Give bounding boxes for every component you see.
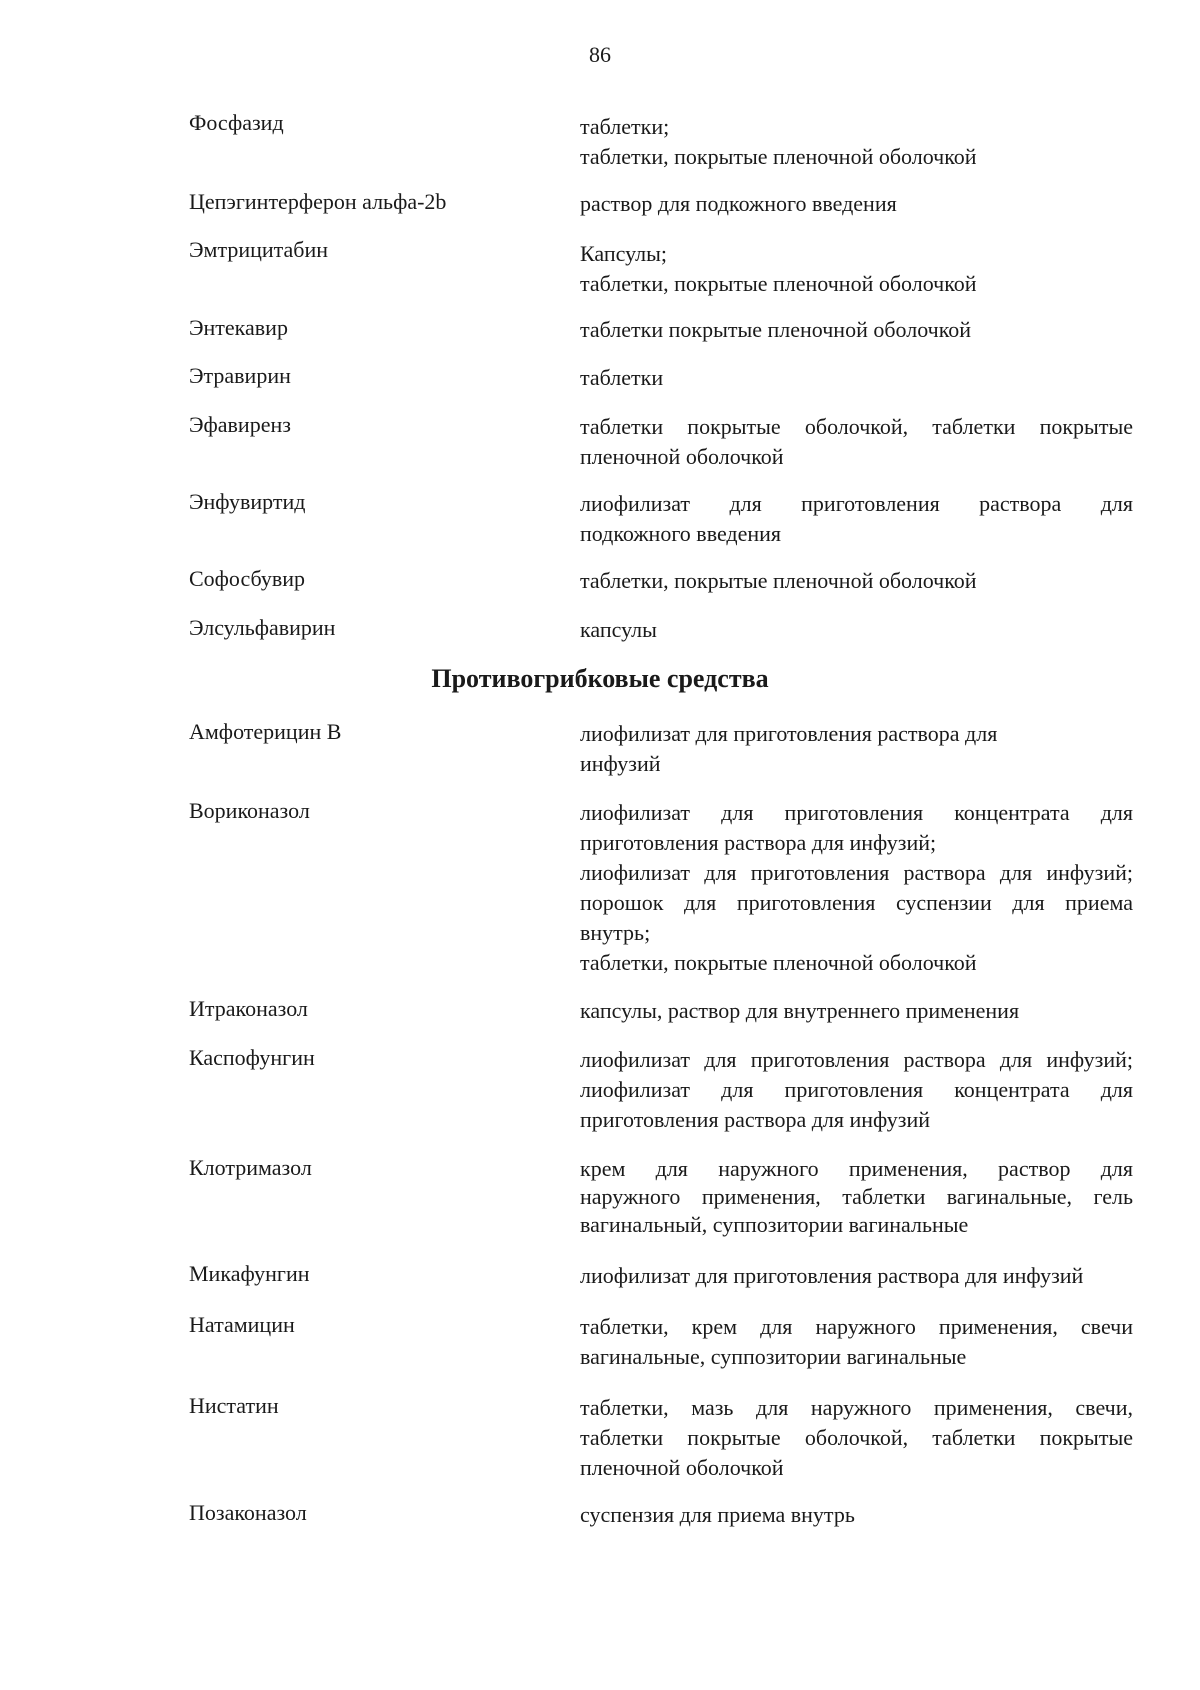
dosage-forms [580,1393,1133,1483]
form-line: лиофилизат для приготовления раствора для [580,721,998,746]
form-line: таблетки покрытые пленочной оболочкой [580,317,972,342]
form-line: капсулы [580,617,657,642]
dosage-forms [580,1155,1133,1239]
form-line: лиофилизат для приготовления концентрата для [580,1077,1133,1102]
drug-name: Фосфазид [189,110,284,135]
dosage-forms [580,239,1133,299]
form-line: таблетки покрытые оболочкой, таблетки покрытые [580,1425,1133,1450]
drug-name: Энтекавир [189,315,288,340]
form-line: лиофилизат для приготовления концентрата для [580,800,1133,825]
drug-name: Эмтрицитабин [189,237,329,262]
drug-name: Амфотерицин В [189,719,342,744]
dosage-forms [580,112,1133,172]
page-number: 86 [589,42,611,67]
dosage-forms [580,412,1133,472]
drug-name: Каспофунгин [189,1045,315,1070]
dosage-forms [580,566,1133,596]
form-line: таблетки, крем для наружного применения, свечи [580,1314,1133,1339]
form-line: суспензия для приема внутрь [580,1502,855,1527]
drug-name: Софосбувир [189,566,306,591]
drug-name: Позаконазол [189,1500,307,1525]
dosage-forms [580,363,1133,393]
form-line: таблетки; [580,114,670,139]
section-heading: Противогрибковые средства [431,664,769,693]
dosage-forms [580,615,1133,645]
form-line: подкожного введения [580,521,782,546]
dosage-forms [580,1312,1133,1372]
form-line: пленочной оболочкой [580,444,784,469]
drug-name: Вориконазол [189,798,310,823]
form-line: порошок для приготовления суспензии для приема [580,890,1133,915]
form-line: Капсулы; [580,241,668,266]
form-line: вагинальный, суппозитории вагинальные [580,1212,969,1237]
drug-name: Итраконазол [189,996,308,1021]
drug-name: Клотримазол [189,1155,312,1180]
form-line: приготовления раствора для инфузий; [580,830,937,855]
drug-name: Натамицин [189,1312,295,1337]
form-line: инфузий [580,751,661,776]
dosage-forms [580,189,1133,219]
dosage-forms [580,996,1133,1026]
dosage-forms [580,1261,1133,1291]
form-line: таблетки, покрытые пленочной оболочкой [580,144,977,169]
form-line: таблетки, покрытые пленочной оболочкой [580,271,977,296]
form-line: внутрь; [580,920,651,945]
drug-name: Микафунгин [189,1261,310,1286]
form-line: таблетки покрытые оболочкой, таблетки покрытые [580,414,1133,439]
drug-name: Нистатин [189,1393,279,1418]
dosage-forms [580,719,1133,779]
dosage-forms [580,315,1133,345]
form-line: таблетки, покрытые пленочной оболочкой [580,950,977,975]
dosage-forms [580,1500,1133,1530]
form-line: пленочной оболочкой [580,1455,784,1480]
form-line: лиофилизат для приготовления раствора для инфузий; [580,1047,1133,1072]
dosage-forms [580,489,1133,549]
form-line: вагинальные, суппозитории вагинальные [580,1344,967,1369]
form-line: лиофилизат для приготовления раствора для инфузий; [580,860,1133,885]
form-line: раствор для подкожного введения [580,191,897,216]
dosage-forms [580,1045,1133,1135]
form-line: капсулы, раствор для внутреннего применения [580,998,1020,1023]
drug-name: Этравирин [189,363,291,388]
form-line: лиофилизат для приготовления раствора для [580,491,1133,516]
drug-name: Эфавиренз [189,412,291,437]
form-line: таблетки, покрытые пленочной оболочкой [580,568,977,593]
form-line: таблетки, мазь для наружного применения, свечи, [580,1395,1133,1420]
form-line: крем для наружного применения, раствор для [580,1156,1133,1181]
form-line: таблетки [580,365,664,390]
drug-name: Цепэгинтерферон альфа-2b [189,189,447,214]
form-line: приготовления раствора для инфузий [580,1107,930,1132]
dosage-forms [580,798,1133,978]
form-line: лиофилизат для приготовления раствора для инфузий [580,1263,1084,1288]
drug-name: Энфувиртид [189,489,306,514]
form-line: наружного применения, таблетки вагинальные, гель [580,1184,1133,1209]
drug-name: Элсульфавирин [189,615,336,640]
